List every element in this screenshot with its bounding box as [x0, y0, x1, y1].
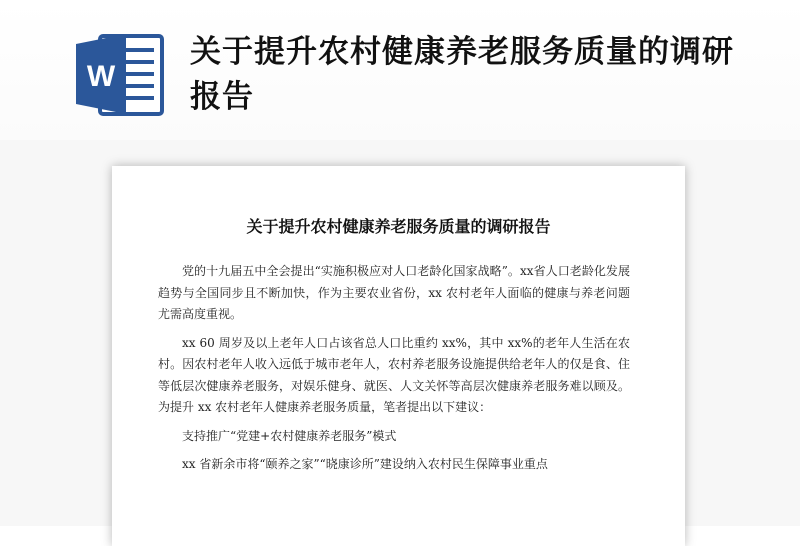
paragraph-1: 党的十九届五中全会提出“实施积极应对人口老龄化国家战略”。xx省人口老龄化发展趋势与全国同步且不断加快，作为主要农业省份，xx 农村老年人面临的健康与养老问题尤需高度重视。: [158, 264, 630, 321]
paragraph-3: xx 省新余市将“颐养之家”“晓康诊所”建设纳入农村民生保障事业重点: [182, 457, 548, 471]
section-heading: 支持推广“党建+农村健康养老服务”模式: [182, 428, 397, 443]
page-title: 关于提升农村健康养老服务质量的调研报告: [190, 34, 734, 115]
paragraph-2: xx 60 周岁及以上老年人口占该省总人口比重约 xx%，其中 xx%的老年人生活在农村。因农村老年人收入远低于城市老年人，农村养老服务设施提供给老年人的仅是食、住等低层次健康养老服务，对娱乐健身、就医、人文关怀等高层次健康养老服务难以顾及。为提升 xx 农村老年人健康养老服务质量，笔者提出以下建议：: [158, 335, 630, 414]
word-icon-letter: W: [86, 60, 116, 93]
document-title: 关于提升农村健康养老服务质量的调研报告: [246, 217, 551, 236]
header-banner: [0, 0, 800, 140]
document-page: [112, 166, 685, 546]
document-body: [158, 261, 630, 483]
word-document-icon: [74, 30, 166, 118]
